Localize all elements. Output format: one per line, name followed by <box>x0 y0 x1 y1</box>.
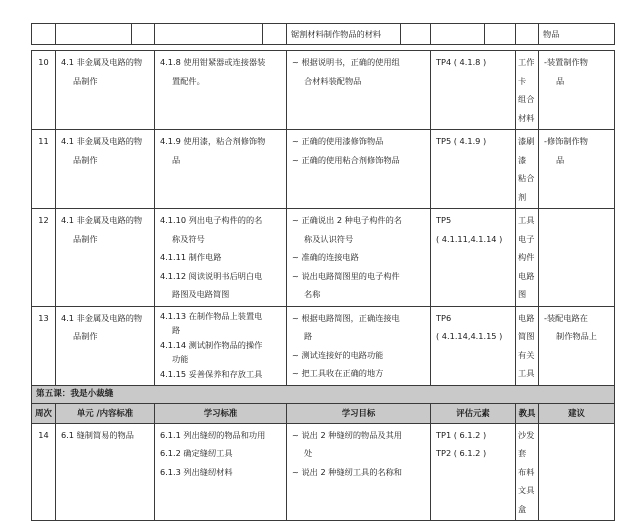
standard-cell: 4.1.9 使用漆，粘合剂修饰物 品 <box>155 130 287 209</box>
week-cell: 13 <box>32 306 56 385</box>
tools-cell: 工具 电子构件 电路图 <box>516 209 539 307</box>
suggest-cell: -修饰制作物 品 <box>539 130 615 209</box>
section-banner <box>32 385 615 403</box>
header-row <box>32 403 615 423</box>
suggest-cell: -装置制作物 品 <box>539 51 615 130</box>
element-cell: TP1 ( 6.1.2 ) TP2 ( 6.1.2 ) <box>431 423 516 521</box>
tools-cell: 漆刷 漆 粘合剂 <box>516 130 539 209</box>
cell-text: 物品 <box>543 29 560 39</box>
element-cell: TP5 ( 4.1.9 ) <box>431 130 516 209</box>
header-tools: 教具 <box>516 403 539 423</box>
tools-cell: 沙发套 布料文具 盒 <box>516 423 539 521</box>
table-cell <box>132 24 155 45</box>
week-cell: 14 <box>32 423 56 521</box>
standard-cell: 4.1.8 使用钳紧器或连接器装 置配件。 <box>155 51 287 130</box>
week-cell: 12 <box>32 209 56 307</box>
suggest-cell <box>539 209 615 307</box>
objective-cell: ~ 根据电路简图，正确连接电 路 ~ 测试连接好的电路功能 ~ 把工具收在正确的地方 <box>287 306 431 385</box>
table-cell <box>263 24 287 45</box>
header-week: 周次 <box>32 403 56 423</box>
tools-cell: 电路简图 有关工具 <box>516 306 539 385</box>
header-suggest: 建议 <box>539 403 615 423</box>
objective-cell: ~ 说出 2 种缝纫的物品及其用 处 ~ 说出 2 种缝纫工具的名称和 <box>287 423 431 521</box>
standard-cell: 4.1.10 列出电子构件的的名 称及符号 4.1.11 制作电路 4.1.12 阅读说明书后明白电 路图及电路简图 <box>155 209 287 307</box>
standard-cell: 4.1.13 在制作物品上装置电 路 4.1.14 测试制作物品的操作 功能 4.1.15 妥善保养和存放工具 <box>155 306 287 385</box>
section-title: 第五课：我是小裁缝 <box>32 385 615 403</box>
unit-cell: 4.1 非金属及电路的物 品制作 <box>56 51 155 130</box>
table-row <box>32 209 615 307</box>
suggest-cell <box>539 423 615 521</box>
unit-cell: 4.1 非金属及电路的物 品制作 <box>56 306 155 385</box>
unit-cell: 4.1 非金属及电路的物 品制作 <box>56 130 155 209</box>
table-row <box>32 423 615 521</box>
element-cell: TP6 ( 4.1.14,4.1.15 ) <box>431 306 516 385</box>
unit-cell: 4.1 非金属及电路的物 品制作 <box>56 209 155 307</box>
header-element: 评估元素 <box>431 403 516 423</box>
table-row <box>32 51 615 130</box>
curriculum-table <box>31 23 615 521</box>
table-cell <box>287 24 401 45</box>
table-row <box>32 306 615 385</box>
element-cell: TP4 ( 4.1.8 ) <box>431 51 516 130</box>
standard-cell: 6.1.1 列出缝纫的物品和功用 6.1.2 确定缝纫工具 6.1.3 列出缝纫材料 <box>155 423 287 521</box>
objective-cell: ~ 正确的使用漆修饰物品 ~ 正确的使用粘合剂修饰物品 <box>287 130 431 209</box>
table-cell <box>539 24 615 45</box>
week-cell: 10 <box>32 51 56 130</box>
unit-cell: 6.1 缝制简易的物品 <box>56 423 155 521</box>
table-cell <box>32 24 56 45</box>
header-unit: 单元 /内容标准 <box>56 403 155 423</box>
week-cell: 11 <box>32 130 56 209</box>
objective-cell: ~ 正确说出 2 种电子构件的名 称及认识符号 ~ 准确的连接电路 ~ 说出电路简图里的电子构件 名称 <box>287 209 431 307</box>
tools-cell: 工作卡 组合材料 <box>516 51 539 130</box>
header-objective: 学习目标 <box>287 403 431 423</box>
table-cell <box>516 24 539 45</box>
table-cell <box>56 24 132 45</box>
table-cell <box>155 24 263 45</box>
cell-text: 锯割材料制作物品的材料 <box>291 29 382 39</box>
table-cell <box>431 24 485 45</box>
table-row <box>32 130 615 209</box>
table-cell <box>485 24 516 45</box>
table-top-row <box>32 24 615 45</box>
objective-cell: ~ 根据说明书，正确的使用组 合材料装配物品 <box>287 51 431 130</box>
suggest-cell: -装配电路在 制作物品上 <box>539 306 615 385</box>
element-cell: TP5 ( 4.1.11,4.1.14 ) <box>431 209 516 307</box>
table-cell <box>401 24 431 45</box>
header-standard: 学习标准 <box>155 403 287 423</box>
